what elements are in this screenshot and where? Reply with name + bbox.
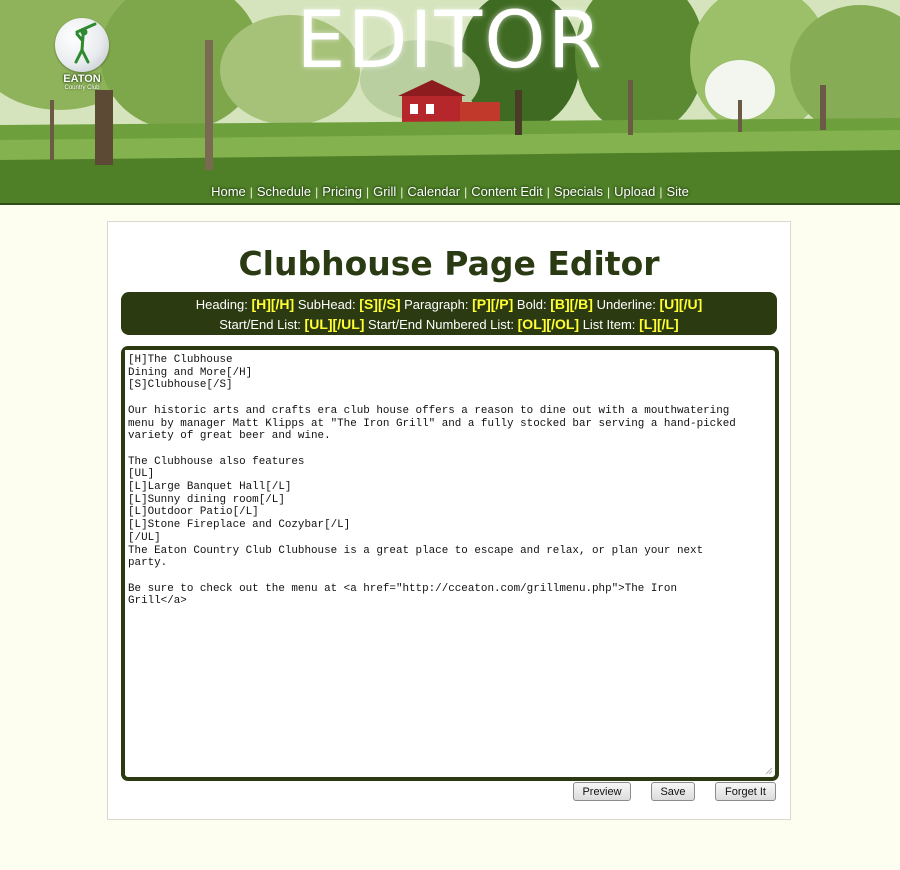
legend-tag-bold: [B][/B] [550, 296, 593, 312]
legend-label-numbered-list: Start/End Numbered List: [368, 317, 515, 332]
content-editor-frame [121, 346, 779, 781]
legend-label-subhead: SubHead: [297, 297, 356, 312]
editor-panel [107, 221, 791, 820]
legend-tag-list: [UL][/UL] [304, 316, 365, 332]
nav-upload-link[interactable]: Upload [614, 184, 656, 199]
nav-pricing-link[interactable]: Pricing [322, 184, 362, 199]
nav-separator: | [315, 185, 319, 199]
save-button[interactable]: Save [651, 782, 695, 801]
nav-separator: | [400, 185, 404, 199]
logo-subtitle: Country Club [64, 85, 100, 91]
page-title: Clubhouse Page Editor [238, 244, 660, 283]
legend-row-1 [121, 294, 777, 314]
header-banner [0, 0, 900, 205]
nav-home-link[interactable]: Home [211, 184, 246, 199]
legend-label-list-item: List Item: [582, 317, 636, 332]
content-editor-textarea[interactable] [125, 350, 772, 775]
resize-grip-icon[interactable] [765, 767, 773, 775]
nav-separator: | [546, 185, 550, 199]
nav-schedule-link[interactable]: Schedule [256, 184, 312, 199]
nav-site-link[interactable]: Site [666, 184, 689, 199]
nav-specials-link[interactable]: Specials [553, 184, 604, 199]
markup-legend [121, 292, 777, 335]
legend-label-bold: Bold: [516, 297, 547, 312]
nav-separator: | [365, 185, 370, 199]
legend-label-list: Start/End List: [219, 317, 301, 332]
legend-tag-heading: [H][/H] [251, 296, 295, 312]
nav-grill-link[interactable]: Grill [373, 184, 397, 199]
legend-label-heading: Heading: [195, 297, 248, 312]
nav-separator: | [249, 185, 253, 199]
banner-title: EDITOR [296, 0, 604, 86]
legend-tag-paragraph: [P][/P] [472, 296, 514, 312]
legend-label-paragraph: Paragraph: [404, 297, 469, 312]
legend-tag-numbered-list: [OL][/OL] [517, 316, 580, 332]
nav-separator: | [464, 185, 468, 199]
nav-separator: | [607, 185, 611, 199]
logo-name: EATON [63, 73, 101, 85]
legend-label-underline: Underline: [596, 297, 656, 312]
forget-it-button[interactable]: Forget It [715, 782, 776, 801]
legend-tag-subhead: [S][/S] [359, 296, 401, 312]
nav-calendar-link[interactable]: Calendar [407, 184, 461, 199]
top-navigation [0, 184, 900, 199]
legend-row-2 [121, 314, 777, 334]
nav-content-edit-link[interactable]: Content Edit [471, 184, 543, 199]
nav-separator: | [659, 185, 663, 199]
legend-tag-underline: [U][/U] [659, 296, 703, 312]
preview-button[interactable]: Preview [573, 782, 631, 801]
legend-tag-list-item: [L][/L] [639, 316, 679, 332]
